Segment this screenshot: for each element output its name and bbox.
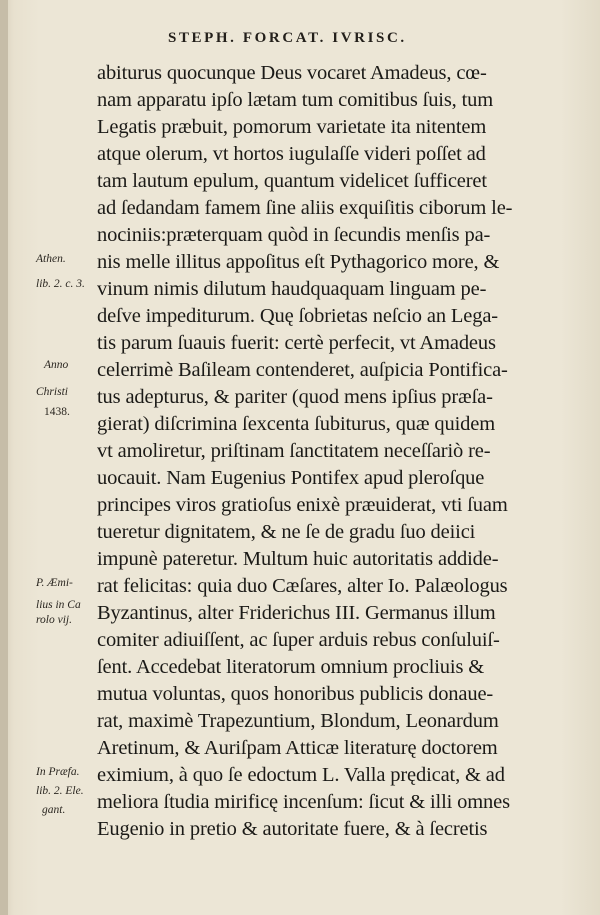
margin-note-lius-in-ca: lius in Ca	[36, 599, 81, 611]
running-title: STEPH. FORCAT. IVRISC.	[168, 30, 407, 46]
text-line-12: celerrimè Baſileam contenderet, auſpicia Pontifica-	[97, 359, 508, 381]
margin-note-christi: Christi	[36, 386, 68, 398]
text-line-25: rat, maximè Trapezuntium, Blondum, Leonardum	[97, 710, 499, 732]
text-line-13: tus adepturus, & pariter (quod mens ipſius præſa-	[97, 386, 493, 408]
text-line-16: uocauit. Nam Eugenius Pontifex apud pleroſque	[97, 467, 485, 489]
margin-note-in-praef: In Præfa.	[36, 766, 80, 778]
text-line-10: deſve impediturum. Quę ſobrietas neſcio an Lega-	[97, 305, 498, 327]
text-line-26: Aretinum, & Auriſpam Atticæ literaturę doctorem	[97, 737, 498, 759]
text-line-14: gierat) diſcrimina ſexcenta ſubiturus, quæ quidem	[97, 413, 495, 435]
margin-note-athen-ref: lib. 2. c. 3.	[36, 278, 85, 290]
text-line-8: nis melle illitus appoſitus eſt Pythagorico more, &	[97, 251, 500, 273]
text-line-23: ſent. Accedebat literatorum omnium procliuis &	[97, 656, 485, 678]
text-line-19: impunè pateretur. Multum huic autoritatis addide-	[97, 548, 499, 570]
margin-note-year: 1438.	[44, 406, 70, 418]
text-line-21: Byzantinus, alter Friderichus III. Germanus illum	[97, 602, 496, 624]
text-line-22: comiter adiuiſſent, ac ſuper arduis rebus conſuluiſ-	[97, 629, 500, 651]
text-line-17: principes viros gratioſus enixè præuiderat, vti ſuam	[97, 494, 508, 516]
margin-note-athen: Athen.	[36, 253, 66, 265]
text-line-7: nociniis:præterquam quòd in ſecundis menſis pa-	[97, 224, 491, 246]
text-line-1: abiturus quocunque Deus vocaret Amadeus, cœ-	[97, 62, 487, 84]
text-line-9: vinum nimis dilutum haudquaquam linguam pe-	[97, 278, 487, 300]
text-line-5: tam lautum epulum, quantum videlicet ſufficeret	[97, 170, 487, 192]
margin-note-anno: Anno	[44, 359, 69, 371]
text-line-28: meliora ſtudia mirificę incenſum: ſicut & illi omnes	[97, 791, 510, 813]
margin-note-lib-eleg: lib. 2. Ele.	[36, 785, 84, 797]
text-line-27: eximium, à quo ſe edoctum L. Valla prędicat, & ad	[97, 764, 505, 786]
margin-note-p-aemi: P. Æmi-	[36, 577, 73, 589]
main-text-block	[97, 60, 575, 843]
text-line-11: tis parum ſuauis fuerit: certè perfecit, vt Amadeus	[97, 332, 496, 354]
text-line-3: Legatis præbuit, pomorum varietate ita nitentem	[97, 116, 487, 138]
text-line-15: vt amoliretur, priſtinam ſanctitatem neceſſariò re-	[97, 440, 491, 462]
page-gutter-shadow	[0, 0, 8, 915]
text-line-2: nam apparatu ipſo lætam tum comitibus ſuis, tum	[97, 89, 494, 111]
text-line-29: Eugenio in pretio & autoritate fuere, & à ſecretis	[97, 818, 488, 840]
text-line-18: tueretur dignitatem, & ne ſe de gradu ſuo deiici	[97, 521, 476, 543]
margin-notes	[36, 0, 98, 915]
margin-note-gant: gant.	[42, 804, 66, 816]
text-line-4: atque olerum, vt hortos iugulaſſe videri poſſet ad	[97, 143, 486, 165]
text-line-6: ad ſedandam famem ſine aliis exquiſitis ciborum le-	[97, 197, 513, 219]
text-line-20: rat felicitas: quia duo Cæſares, alter Io. Palæologus	[97, 575, 508, 597]
text-line-24: mutua voluntas, quos honoribus publicis donaue-	[97, 683, 494, 705]
margin-note-rolo: rolo vij.	[36, 614, 72, 626]
